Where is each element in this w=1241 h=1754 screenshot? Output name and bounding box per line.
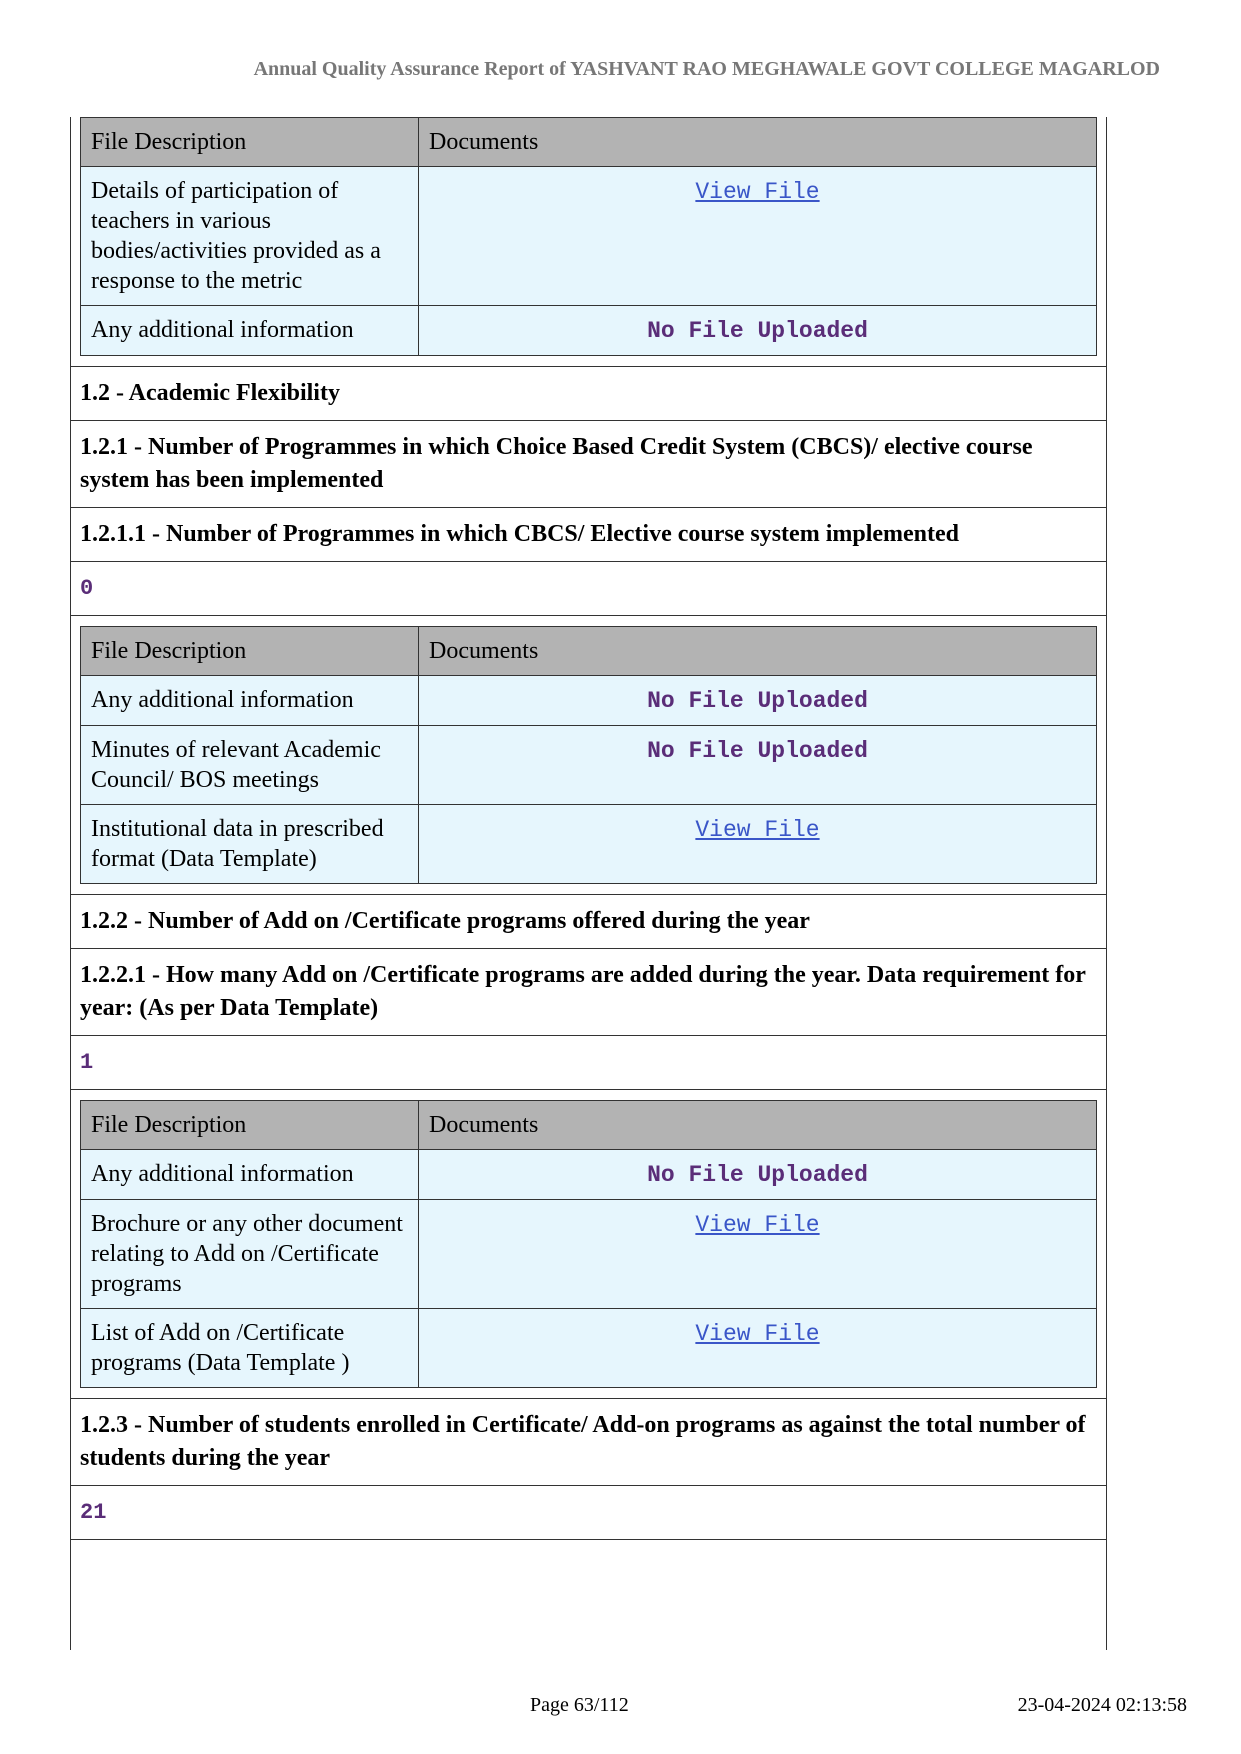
metric-title: 1.2.2 - Number of Add on /Certificate programs offered during the year <box>71 895 1106 949</box>
no-file-status: No File Uploaded <box>647 688 868 714</box>
col-file-description: File Description <box>81 1101 419 1150</box>
col-file-description: File Description <box>81 627 419 676</box>
view-file-link[interactable]: View File <box>695 817 820 843</box>
no-file-status: No File Uploaded <box>647 738 868 764</box>
file-desc: Brochure or any other document relating to Add on /Certificate programs <box>81 1200 419 1309</box>
col-documents: Documents <box>419 1101 1097 1150</box>
table-row <box>81 726 1097 805</box>
view-file-link[interactable]: View File <box>695 1321 820 1347</box>
file-desc: Any additional information <box>81 676 419 726</box>
metric-value: 1 <box>71 1036 1106 1090</box>
page-number: Page 63/112 <box>530 1694 629 1716</box>
table-row <box>81 1309 1097 1388</box>
report-header: Annual Quality Assurance Report of YASHVANT RAO MEGHAWALE GOVT COLLEGE MAGARLOD <box>253 58 1160 80</box>
table-row <box>81 676 1097 726</box>
file-table-wrap <box>71 1090 1106 1399</box>
no-file-status: No File Uploaded <box>647 1162 868 1188</box>
view-file-link[interactable]: View File <box>695 179 820 205</box>
metric-value: 0 <box>71 562 1106 616</box>
col-file-description: File Description <box>81 118 419 167</box>
metric-title: 1.2.3 - Number of students enrolled in Certificate/ Add-on programs as against the total number of students during the year <box>71 1399 1106 1486</box>
metric-value: 21 <box>71 1486 1106 1540</box>
file-table-top <box>80 117 1097 356</box>
table-row <box>81 805 1097 884</box>
table-row <box>81 1200 1097 1309</box>
report-frame <box>70 117 1107 1650</box>
file-desc: Any additional information <box>81 306 419 356</box>
col-documents: Documents <box>419 627 1097 676</box>
file-desc: Details of participation of teachers in various bodies/activities provided as a response to the metric <box>81 167 419 306</box>
no-file-status: No File Uploaded <box>647 318 868 344</box>
col-documents: Documents <box>419 118 1097 167</box>
metric-title: 1.2.1 - Number of Programmes in which Choice Based Credit System (CBCS)/ elective course system has been implemented <box>71 421 1106 508</box>
generated-datetime: 23-04-2024 02:13:58 <box>1017 1694 1187 1716</box>
file-table-1-2-1 <box>80 626 1097 884</box>
file-desc: Institutional data in prescribed format (Data Template) <box>81 805 419 884</box>
section-title: 1.2 - Academic Flexibility <box>71 367 1106 421</box>
file-table-top-wrap <box>71 117 1106 367</box>
metric-subtitle: 1.2.2.1 - How many Add on /Certificate programs are added during the year. Data requirement for year: (As per Data Template) <box>71 949 1106 1036</box>
file-desc: Any additional information <box>81 1150 419 1200</box>
view-file-link[interactable]: View File <box>695 1212 820 1238</box>
file-table-wrap <box>71 616 1106 895</box>
table-row <box>81 1150 1097 1200</box>
table-row <box>81 306 1097 356</box>
file-desc: Minutes of relevant Academic Council/ BOS meetings <box>81 726 419 805</box>
table-row <box>81 167 1097 306</box>
file-table-1-2-2 <box>80 1100 1097 1388</box>
metric-subtitle: 1.2.1.1 - Number of Programmes in which CBCS/ Elective course system implemented <box>71 508 1106 562</box>
file-desc: List of Add on /Certificate programs (Data Template ) <box>81 1309 419 1388</box>
